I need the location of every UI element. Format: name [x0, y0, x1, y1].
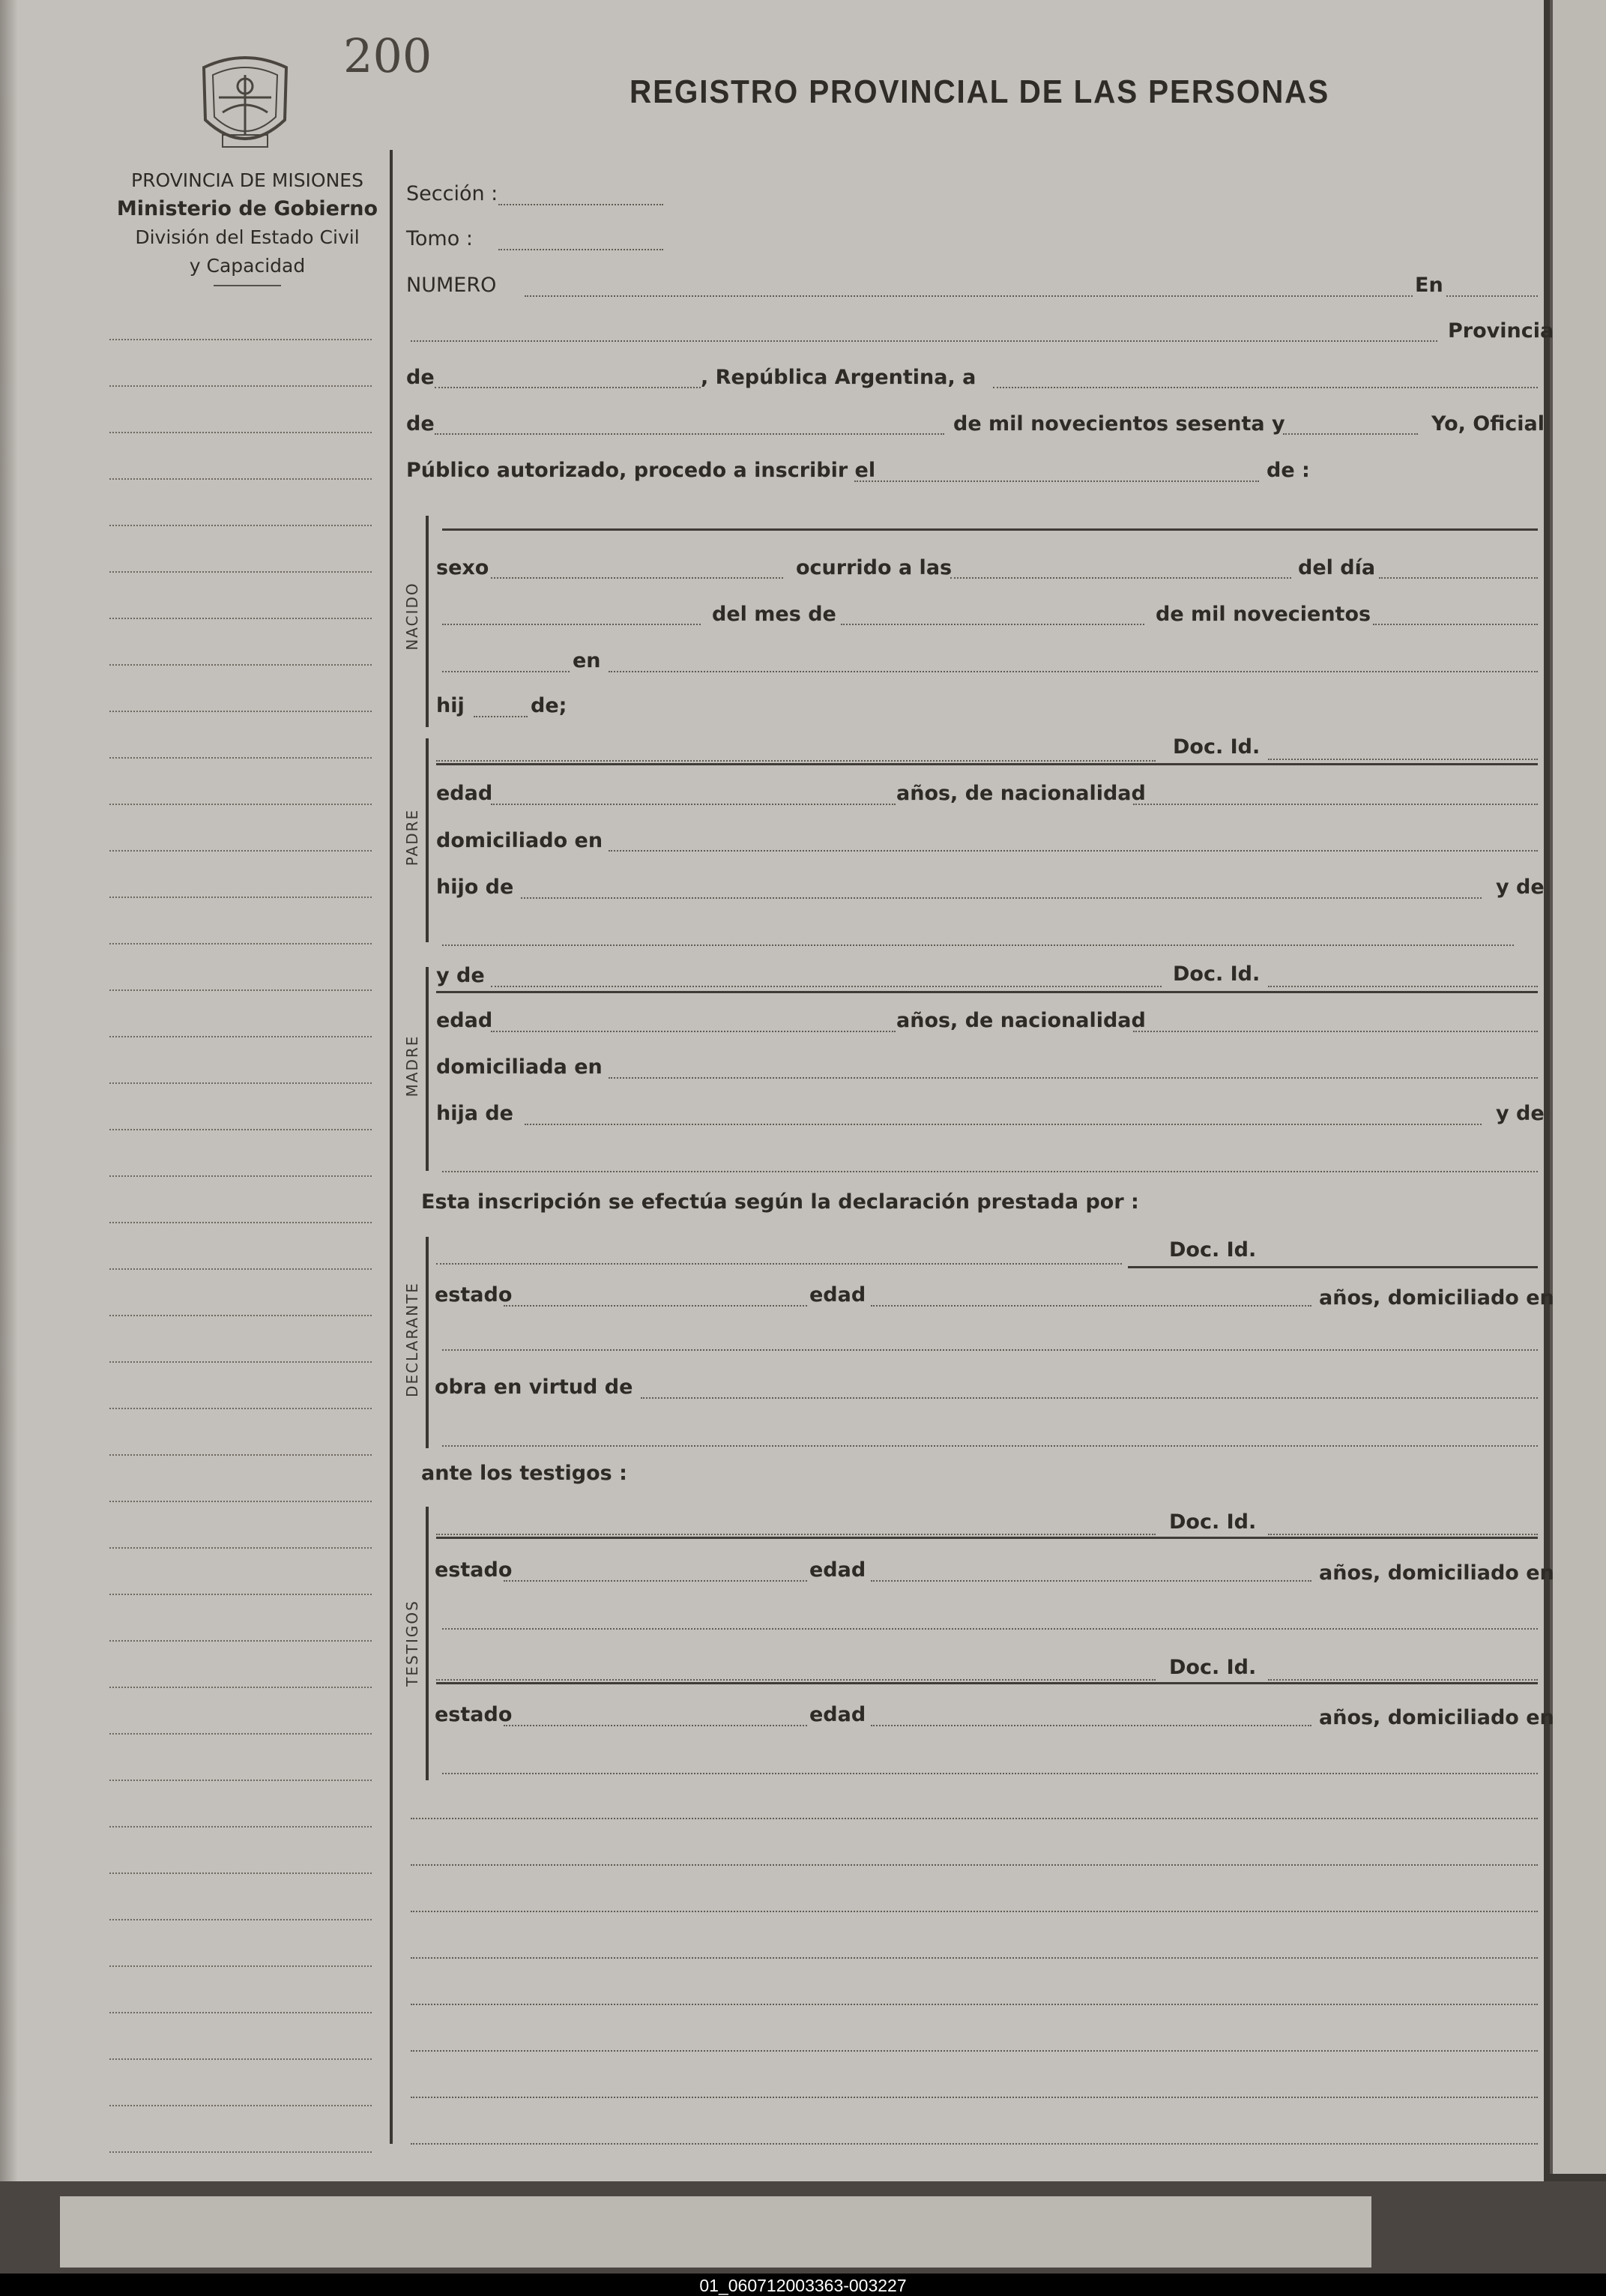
margin-line [109, 1547, 372, 1549]
declarante-estado-label: estado [435, 1283, 513, 1307]
margin-line [109, 943, 372, 944]
republica-label: , República Argentina, a [701, 366, 976, 389]
ministry-line-ministry: Ministerio de Gobierno [116, 197, 378, 220]
padre-top-rule [436, 763, 1538, 765]
hora-field[interactable] [950, 577, 1291, 579]
margin-line [109, 897, 372, 898]
ministry-divider [214, 285, 281, 286]
testigo1-doc-field[interactable] [1268, 1534, 1538, 1535]
testigo2-domicilio-field[interactable] [442, 1773, 1538, 1774]
mil-novecientos-label: de mil novecientos [1156, 603, 1371, 626]
margin-line [109, 1082, 372, 1084]
yo-oficial-label: Yo, Oficial [1431, 412, 1545, 436]
image-caption: 01_060712003363-003227 [699, 2276, 907, 2295]
madre-nombre-field[interactable] [491, 986, 1162, 987]
margin-line [109, 571, 372, 573]
margin-line [109, 989, 372, 991]
testigo2-domiciliado-label: años, domiciliado en [1319, 1706, 1554, 1729]
padre-hijo-de-label: hijo de [436, 876, 514, 899]
ocurrido-label: ocurrido a las [796, 556, 953, 579]
testigo2-estado-label: estado [435, 1703, 513, 1726]
padre-y-de-label: y de [1496, 876, 1545, 899]
margin-line [109, 1361, 372, 1363]
underlying-sheet [60, 2196, 1371, 2268]
padre-nombre-field[interactable] [436, 760, 1156, 762]
margin-line [109, 1687, 372, 1688]
margin-line [109, 1315, 372, 1316]
margin-line [109, 2105, 372, 2106]
madre-hija-de-label: hija de [436, 1102, 513, 1125]
testigo1-estado-field[interactable] [504, 1580, 807, 1582]
margin-line [109, 664, 372, 666]
margin-line [109, 2058, 372, 2060]
padre-madre-field[interactable] [442, 944, 1514, 946]
margin-line [109, 385, 372, 387]
de-colon-label: de : [1267, 459, 1310, 482]
notes-line[interactable] [411, 2004, 1538, 2005]
margin-line [109, 757, 372, 759]
declarante-edad-label: edad [809, 1283, 866, 1307]
declarante-bracket [426, 1237, 429, 1448]
padre-nacionalidad-label: años, de nacionalidad [896, 782, 1146, 805]
margin-line [109, 525, 372, 526]
margin-line [109, 1268, 372, 1270]
madre-edad-field[interactable] [491, 1031, 896, 1032]
madre-y-de2-label: y de [1496, 1102, 1545, 1125]
margin-line [109, 804, 372, 805]
margin-line [109, 1826, 372, 1828]
testigo1-nombre-field[interactable] [436, 1534, 1156, 1535]
dia-cont-field[interactable] [442, 624, 701, 625]
margin-line [109, 1175, 372, 1177]
numero-label: NUMERO [406, 274, 497, 297]
madre-bracket [426, 967, 429, 1171]
testigo1-edad-label: edad [809, 1558, 866, 1582]
provincia-label: Provincia [1448, 319, 1554, 343]
nacido-top-rule [442, 528, 1538, 531]
madre-doc-label: Doc. Id. [1173, 962, 1261, 986]
main-vertical-rule [390, 150, 393, 2144]
madre-edad-label: edad [436, 1009, 493, 1032]
margin-line [109, 1780, 372, 1781]
declarante-domicilio-field[interactable] [442, 1349, 1538, 1351]
testigo2-rule [436, 1682, 1538, 1684]
margin-line [109, 1408, 372, 1409]
sexo-field[interactable] [491, 577, 783, 579]
padre-section-label: PADRE [403, 808, 421, 867]
declarante-obra-label: obra en virtud de [435, 1376, 633, 1399]
testigo2-edad-field[interactable] [871, 1725, 1311, 1726]
anio-field[interactable] [1283, 433, 1418, 435]
en-field[interactable] [1446, 295, 1538, 297]
declarante-section-label: DECLARANTE [403, 1282, 421, 1397]
margin-ruled-lines [109, 330, 372, 2181]
testigo1-domiciliado-label: años, domiciliado en [1319, 1561, 1554, 1585]
notes-line[interactable] [411, 2143, 1538, 2145]
margin-line [109, 432, 372, 433]
del-mes-label: del mes de [712, 603, 836, 626]
numero-field[interactable] [525, 295, 1413, 297]
testigo1-rule [436, 1537, 1538, 1539]
declarante-obra-field[interactable] [641, 1397, 1538, 1399]
ministry-line-division: División del Estado Civil [135, 226, 360, 248]
en-nac-label: en [573, 649, 601, 672]
madre-section-label: MADRE [403, 1034, 421, 1097]
declarante-edad-field[interactable] [871, 1305, 1311, 1307]
margin-line [109, 850, 372, 852]
testigo1-estado-label: estado [435, 1558, 513, 1582]
padre-nacionalidad-field[interactable] [1133, 804, 1538, 805]
madre-doc-field[interactable] [1268, 986, 1538, 987]
fecha-field[interactable] [993, 387, 1538, 388]
testigo1-edad-field[interactable] [871, 1580, 1311, 1582]
margin-line [109, 1872, 372, 1874]
padre-domicilio-field[interactable] [609, 850, 1538, 852]
madre-domicilio-field[interactable] [609, 1077, 1538, 1079]
margin-line [109, 478, 372, 480]
declarante-doc-label: Doc. Id. [1169, 1238, 1257, 1262]
de-field-1[interactable] [435, 387, 701, 388]
padre-edad-label: edad [436, 782, 493, 805]
padre-hijo-de-field[interactable] [521, 897, 1482, 899]
tomo-label: Tomo : [406, 227, 473, 250]
padre-edad-field[interactable] [491, 804, 896, 805]
del-dia-label: del día [1298, 556, 1376, 579]
hij-de-label: de; [531, 694, 567, 717]
facing-page-edge [1550, 0, 1606, 2174]
anio-nac-field[interactable] [1373, 624, 1538, 625]
en-pre-field[interactable] [442, 671, 570, 672]
margin-line [109, 618, 372, 619]
testigo1-domicilio-field[interactable] [442, 1628, 1538, 1630]
declarante-estado-field[interactable] [504, 1305, 807, 1307]
de-field-2[interactable] [435, 433, 944, 435]
ministry-line-province: PROVINCIA DE MISIONES [131, 169, 363, 191]
margin-line [109, 1501, 372, 1502]
page-title: REGISTRO PROVINCIAL DE LAS PERSONAS [630, 73, 1330, 110]
ministry-block [97, 166, 397, 286]
hij-field[interactable] [474, 716, 528, 717]
margin-line [109, 1036, 372, 1037]
hij-label: hij [436, 694, 465, 717]
padre-domiciliado-label: domiciliado en [436, 829, 603, 852]
madre-nacionalidad-label: años, de nacionalidad [896, 1009, 1146, 1032]
madre-nacionalidad-field[interactable] [1133, 1031, 1538, 1032]
provincia-field[interactable] [411, 340, 1437, 342]
madre-domiciliada-label: domiciliada en [436, 1055, 603, 1079]
testigo2-edad-label: edad [809, 1703, 866, 1726]
seccion-field[interactable] [498, 204, 663, 205]
margin-line [109, 1733, 372, 1735]
notes-line[interactable] [411, 1957, 1538, 1959]
notes-line[interactable] [411, 2050, 1538, 2052]
nacido-bracket [426, 516, 429, 727]
declaracion-text: Esta inscripción se efectúa según la declaración prestada por : [421, 1190, 1139, 1214]
madre-madre-field[interactable] [442, 1171, 1538, 1172]
margin-line [109, 1222, 372, 1223]
margin-line [109, 1640, 372, 1642]
page-number: 200 [343, 28, 432, 83]
margin-line [109, 1594, 372, 1595]
notes-line[interactable] [411, 1864, 1538, 1866]
testigo2-doc-field[interactable] [1268, 1679, 1538, 1681]
de-label-1: de [406, 366, 435, 389]
dia-field[interactable] [1379, 577, 1538, 579]
declarante-nombre-field[interactable] [436, 1263, 1122, 1265]
testigos-section-label: TESTIGOS [403, 1600, 421, 1687]
notes-line[interactable] [411, 1911, 1538, 1912]
mil-sesenta-label: de mil novecientos sesenta y [953, 412, 1285, 436]
ministry-line-capacidad: y Capacidad [189, 255, 306, 277]
testigo1-doc-label: Doc. Id. [1169, 1510, 1257, 1534]
seccion-label: Sección : [406, 182, 498, 205]
madre-top-rule [436, 991, 1538, 993]
declarante-top-rule [1128, 1266, 1538, 1268]
madre-hija-de-field[interactable] [525, 1124, 1482, 1125]
nacido-section-label: NACIDO [403, 582, 421, 651]
margin-line [109, 1965, 372, 1967]
margin-line [109, 1919, 372, 1920]
page-edge-shadow [0, 0, 18, 2181]
tomo-field[interactable] [498, 249, 663, 250]
padre-doc-field[interactable] [1268, 759, 1538, 760]
sexo-label: sexo [436, 556, 489, 579]
margin-line [109, 1454, 372, 1456]
testigos-bracket [426, 1507, 429, 1780]
notes-line[interactable] [411, 2097, 1538, 2098]
inscribir-field[interactable] [854, 480, 1259, 482]
margin-line [109, 2151, 372, 2153]
margin-line [109, 1129, 372, 1130]
padre-bracket [426, 738, 429, 942]
margin-line [109, 711, 372, 712]
testigo2-nombre-field[interactable] [436, 1679, 1156, 1681]
padre-doc-label: Doc. Id. [1173, 735, 1261, 759]
testigo2-doc-label: Doc. Id. [1169, 1656, 1257, 1679]
publico-label: Público autorizado, procedo a inscribir el [406, 459, 876, 482]
declarante-domiciliado-label: años, domiciliado en [1319, 1286, 1554, 1310]
margin-line [109, 2012, 372, 2013]
de-label-2: de [406, 412, 435, 436]
lugar-nac-field[interactable] [609, 671, 1538, 672]
declarante-extra-field[interactable] [442, 1445, 1538, 1447]
provincial-emblem-icon [196, 52, 294, 151]
en-label: En [1415, 274, 1443, 297]
margin-line [109, 339, 372, 340]
madre-y-de-label: y de [436, 964, 485, 987]
testigos-intro: ante los testigos : [421, 1462, 627, 1485]
testigo2-estado-field[interactable] [504, 1725, 807, 1726]
notes-line[interactable] [411, 1818, 1538, 1819]
mes-field[interactable] [841, 624, 1144, 625]
